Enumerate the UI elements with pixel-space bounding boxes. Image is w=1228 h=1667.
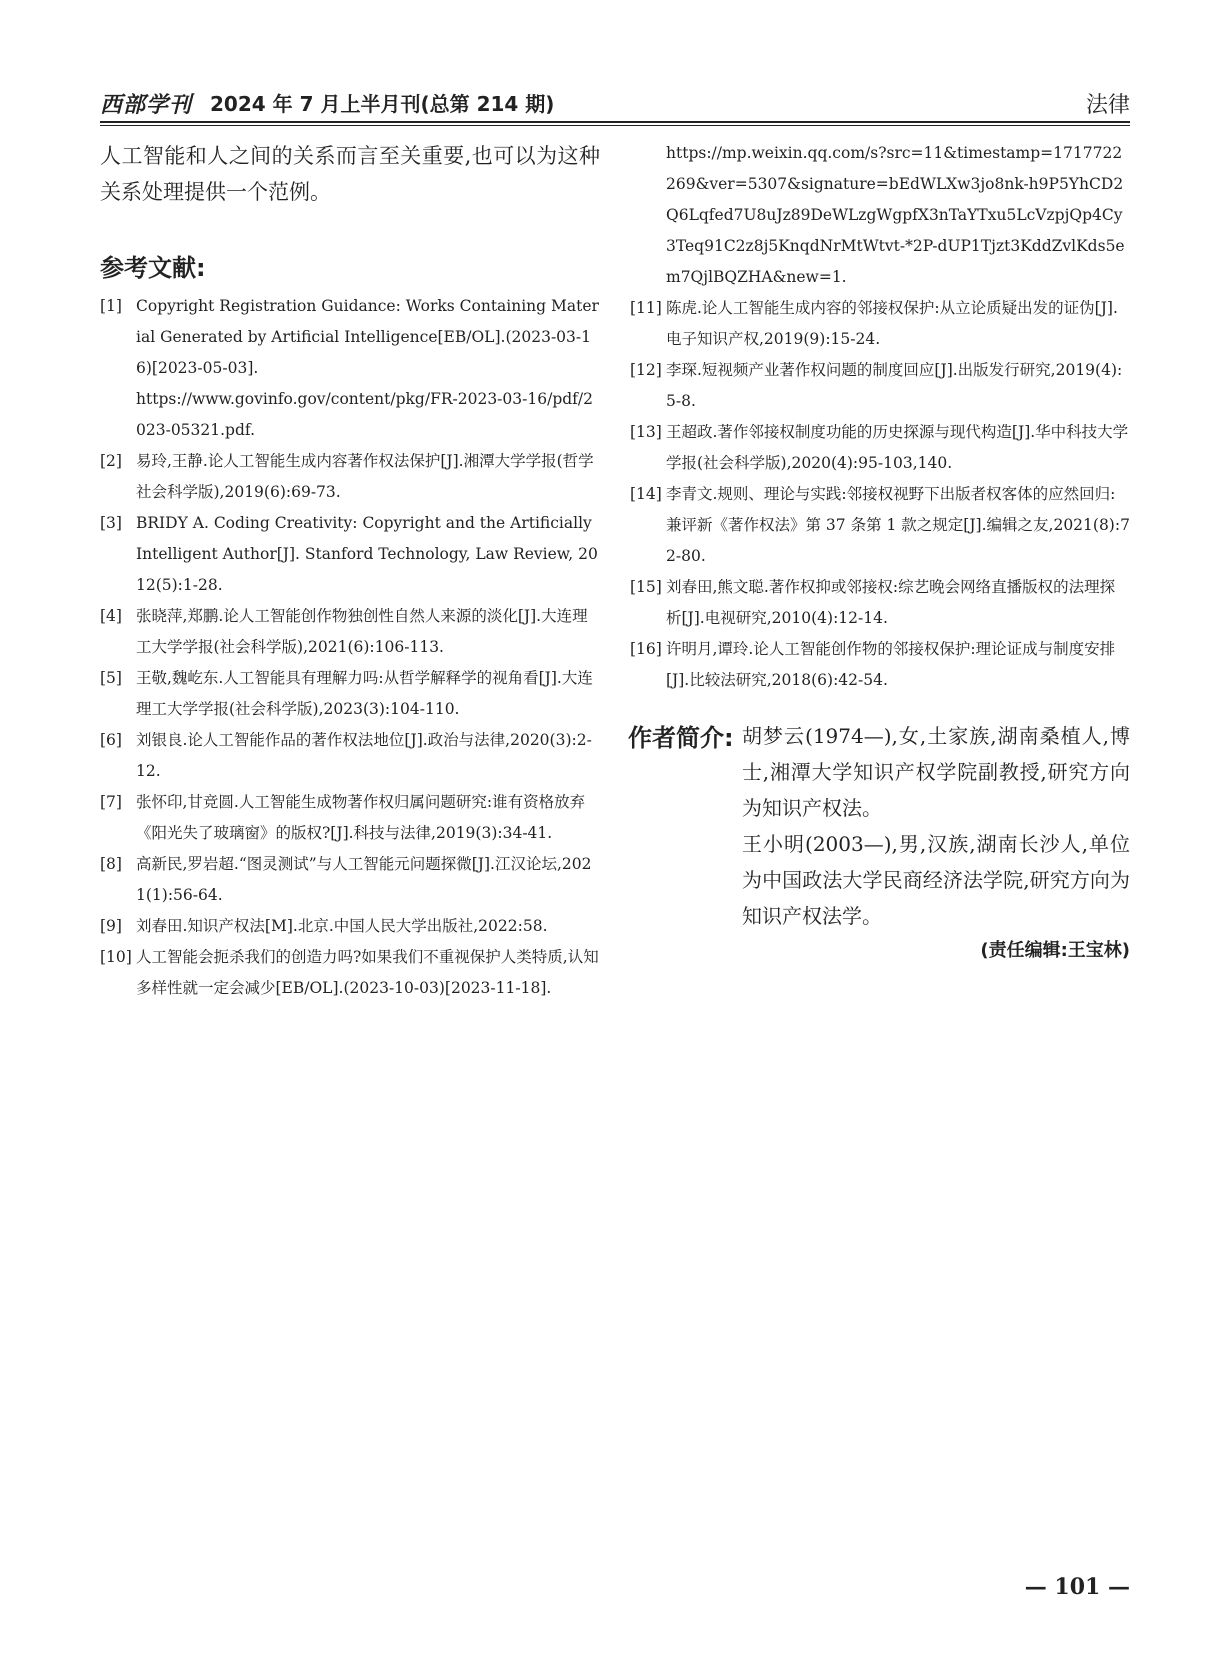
header-rule — [100, 121, 1130, 123]
reference-item: [12] 李琛.短视频产业著作权问题的制度回应[J].出版发行研究,2019(4):5-8. — [630, 361, 1123, 410]
header-rule-thin — [100, 125, 1130, 126]
reference-item: [7] 张怀印,甘竞圆.人工智能生成物著作权归属问题研究:谁有资格放弃《阳光失了玻璃窗》的版权?[J].科技与法律,2019(3):34-41. — [100, 793, 586, 842]
reference-item: [5] 王敬,魏屹东.人工智能具有理解力吗:从哲学解释学的视角看[J].大连理工大学学报(社会科学版),2023(3):104-110. — [100, 669, 593, 718]
intro-paragraph: 人工智能和人之间的关系而言至关重要,也可以为这种关系处理提供一个范例。 — [100, 144, 600, 204]
reference-url-continued: https://mp.weixin.qq.com/s?src=11&timestamp=1717722269&ver=5307&signature=bEdWLXw3jo8nk-h9P5YhCD2Q6Lqfed7U8uJz89DeWLzgWgpfX3nTaYTxu5LcVzpjQp4Cy3Teq91C2z8j5KnqdNrMtWtvt-*2P-dUP1Tjzt3KddZvlKds5em7QjlBQZHA&new=1. — [666, 144, 1125, 286]
page-header — [100, 84, 1130, 124]
reference-item: [3] BRIDY A. Coding Creativity: Copyright and the Artificially Intelligent Author[J]. Stanford Technology, Law Review, 2012(5):1-28. — [100, 514, 598, 594]
reference-item: [10] 人工智能会扼杀我们的创造力吗?如果我们不重视保护人类特质,认知多样性就一定会减少[EB/OL].(2023-10-03)[2023-11-18]. — [100, 948, 599, 997]
author-bio-1: 胡梦云(1974—),女,土家族,湖南桑植人,博士,湘潭大学知识产权学院副教授,研究方向为知识产权法。 — [742, 724, 1130, 820]
section-name: 法律 — [1085, 93, 1130, 118]
reference-item: [16] 许明月,谭玲.论人工智能创作物的邻接权保护:理论证成与制度安排[J].比较法研究,2018(6):42-54. — [630, 640, 1116, 689]
reference-url: https://www.govinfo.gov/content/pkg/FR-2023-03-16/pdf/2023-05321.pdf. — [136, 390, 593, 439]
left-column — [100, 138, 600, 1004]
responsible-editor: (责任编辑:王宝林) — [980, 940, 1130, 961]
references-heading: 参考文献: — [100, 254, 206, 282]
reference-item: [6] 刘银良.论人工智能作品的著作权法地位[J].政治与法律,2020(3):2-12. — [100, 731, 592, 780]
reference-item: [9] 刘春田.知识产权法[M].北京.中国人民大学出版社,2022:58. — [100, 917, 548, 935]
author-bio-label: 作者简介: — [628, 724, 734, 752]
journal-logo: 西部学刊 — [100, 92, 193, 118]
reference-item: [8] 高新民,罗岩超.“图灵测试”与人工智能元问题探微[J].江汉论坛,2021(1):56-64. — [100, 855, 592, 904]
author-bio — [630, 718, 1130, 962]
reference-item: [4] 张晓萍,郑鹏.论人工智能创作物独创性自然人来源的淡化[J].大连理工大学学报(社会科学版),2021(6):106-113. — [100, 607, 588, 656]
page-number: — 101 — — [1024, 1574, 1130, 1600]
reference-item: [11] 陈虎.论人工智能生成内容的邻接权保护:从立论质疑出发的证伪[J].电子知识产权,2019(9):15-24. — [630, 299, 1118, 348]
author-bio-2: 王小明(2003—),男,汉族,湖南长沙人,单位为中国政法大学民商经济法学院,研究方向为知识产权法学。 — [742, 832, 1130, 928]
right-column — [630, 138, 1130, 962]
issue-info: 2024 年 7 月上半月刊(总第 214 期) — [210, 92, 555, 116]
reference-item: [1] Copyright Registration Guidance: Works Containing Material Generated by Artificial Intelligence[EB/OL].(2023-03-16)[2023-05-03]. https://www.govinfo.gov/content/pkg/FR-2023-03-16/pdf/2023-05321.pdf. — [100, 291, 600, 446]
reference-item: [2] 易玲,王静.论人工智能生成内容著作权法保护[J].湘潭大学学报(哲学社会科学版),2019(6):69-73. — [100, 452, 594, 501]
reference-item: [15] 刘春田,熊文聪.著作权抑或邻接权:综艺晚会网络直播版权的法理探析[J].电视研究,2010(4):12-14. — [630, 578, 1116, 627]
reference-item: [13] 王超政.著作邻接权制度功能的历史探源与现代构造[J].华中科技大学学报(社会科学版),2020(4):95-103,140. — [630, 423, 1129, 472]
reference-item: [14] 李青文.规则、理论与实践:邻接权视野下出版者权客体的应然回归:兼评新《著作权法》第 37 条第 1 款之规定[J].编辑之友,2021(8):72-80. — [630, 485, 1130, 565]
